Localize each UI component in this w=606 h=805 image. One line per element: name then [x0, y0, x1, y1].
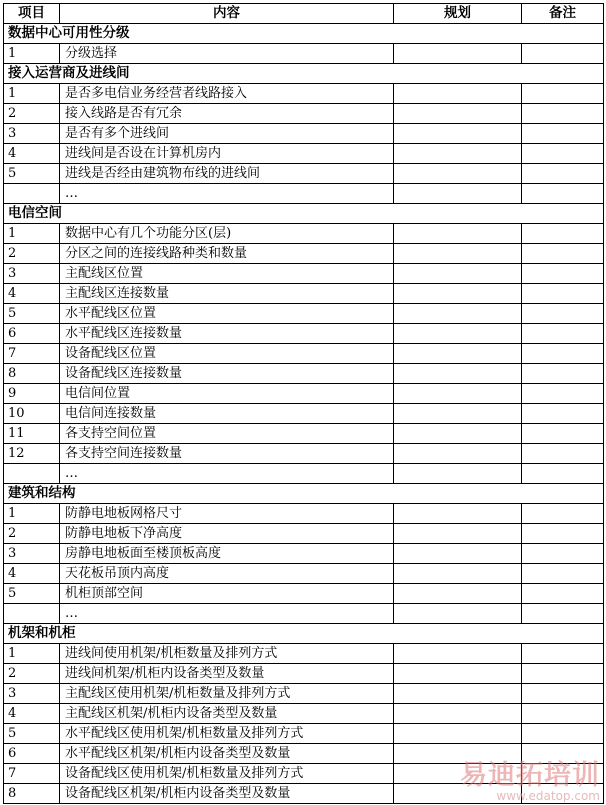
row-number: 1: [4, 644, 60, 664]
table-row: [4, 324, 604, 344]
row-plan: [394, 644, 522, 664]
row-number: [4, 604, 60, 624]
row-note: [522, 664, 604, 684]
row-content: 机柜顶部空间: [60, 584, 394, 604]
row-number: 5: [4, 724, 60, 744]
row-plan: [394, 324, 522, 344]
row-number: 3: [4, 544, 60, 564]
section-header-row: [4, 484, 604, 504]
row-number: 4: [4, 284, 60, 304]
row-content: 水平配线区机架/机柜内设备类型及数量: [60, 744, 394, 764]
row-note: [522, 124, 604, 144]
row-content: 设备配线区连接数量: [60, 364, 394, 384]
row-number: 10: [4, 404, 60, 424]
row-note: [522, 44, 604, 64]
row-note: [522, 464, 604, 484]
row-plan: [394, 564, 522, 584]
header-row: [4, 4, 604, 24]
row-number: 2: [4, 104, 60, 124]
row-note: [522, 564, 604, 584]
row-number: 6: [4, 324, 60, 344]
table-row: [4, 664, 604, 684]
table-row: [4, 504, 604, 524]
row-note: [522, 424, 604, 444]
table-row: [4, 244, 604, 264]
row-number: 7: [4, 344, 60, 364]
row-content: 是否有多个进线间: [60, 124, 394, 144]
table-row: [4, 44, 604, 64]
row-content: 防静电地板下净高度: [60, 524, 394, 544]
row-note: [522, 584, 604, 604]
section-header-row: [4, 24, 604, 44]
table-row: [4, 524, 604, 544]
row-plan: [394, 424, 522, 444]
table-row: [4, 104, 604, 124]
row-note: [522, 724, 604, 744]
row-note: [522, 304, 604, 324]
table-row: [4, 224, 604, 244]
row-content: 设备配线区位置: [60, 344, 394, 364]
row-number: 1: [4, 84, 60, 104]
table-row: [4, 644, 604, 664]
row-number: 2: [4, 664, 60, 684]
row-number: 3: [4, 264, 60, 284]
row-content: 水平配线区使用机架/机柜数量及排列方式: [60, 724, 394, 744]
section-title: 建筑和结构: [4, 484, 604, 504]
row-note: [522, 604, 604, 624]
section-title: 接入运营商及进线间: [4, 64, 604, 84]
row-number: 1: [4, 44, 60, 64]
planning-table: [3, 3, 604, 804]
row-content: 分级选择: [60, 44, 394, 64]
row-number: 3: [4, 684, 60, 704]
table-row: [4, 744, 604, 764]
watermark-brand: 易迪拓培训: [460, 760, 600, 791]
table-row: [4, 124, 604, 144]
row-plan: [394, 504, 522, 524]
table-row: [4, 384, 604, 404]
row-plan: [394, 124, 522, 144]
row-note: [522, 344, 604, 364]
row-number: 1: [4, 224, 60, 244]
row-content: 各支持空间连接数量: [60, 444, 394, 464]
row-plan: [394, 744, 522, 764]
section-title: 电信空间: [4, 204, 604, 224]
row-plan: [394, 384, 522, 404]
header-note: 备注: [522, 4, 604, 24]
table-row: [4, 364, 604, 384]
row-plan: [394, 524, 522, 544]
row-number: 2: [4, 244, 60, 264]
row-plan: [394, 444, 522, 464]
table-row: [4, 784, 604, 804]
row-content: 设备配线区机架/机柜内设备类型及数量: [60, 784, 394, 804]
table-row: [4, 584, 604, 604]
row-plan: [394, 164, 522, 184]
row-content: 进线间机架/机柜内设备类型及数量: [60, 664, 394, 684]
row-plan: [394, 304, 522, 324]
row-note: [522, 284, 604, 304]
row-number: 12: [4, 444, 60, 464]
row-content: 主配线区使用机架/机柜数量及排列方式: [60, 684, 394, 704]
row-content: 天花板吊顶内高度: [60, 564, 394, 584]
row-number: 9: [4, 384, 60, 404]
row-content: 电信间连接数量: [60, 404, 394, 424]
row-content: 是否多电信业务经营者线路接入: [60, 84, 394, 104]
row-plan: [394, 184, 522, 204]
table-row: [4, 764, 604, 784]
row-content: 接入线路是否有冗余: [60, 104, 394, 124]
row-number: 1: [4, 504, 60, 524]
row-content: 进线是否经由建筑物布线的进线间: [60, 164, 394, 184]
row-content: …: [60, 604, 394, 624]
row-note: [522, 764, 604, 784]
row-number: 4: [4, 144, 60, 164]
table-row: [4, 424, 604, 444]
row-note: [522, 644, 604, 664]
row-note: [522, 444, 604, 464]
table-row: [4, 564, 604, 584]
header-item: 项目: [4, 4, 60, 24]
row-number: 4: [4, 704, 60, 724]
row-note: [522, 364, 604, 384]
table-row: [4, 464, 604, 484]
row-note: [522, 84, 604, 104]
row-content: 进线间使用机架/机柜数量及排列方式: [60, 644, 394, 664]
header-plan: 规划: [394, 4, 522, 24]
table-row: [4, 724, 604, 744]
row-number: 11: [4, 424, 60, 444]
row-number: 6: [4, 744, 60, 764]
row-plan: [394, 264, 522, 284]
row-plan: [394, 244, 522, 264]
row-plan: [394, 344, 522, 364]
row-plan: [394, 284, 522, 304]
row-note: [522, 104, 604, 124]
row-note: [522, 144, 604, 164]
row-content: 电信间位置: [60, 384, 394, 404]
row-number: 5: [4, 304, 60, 324]
row-plan: [394, 224, 522, 244]
section-title: 机架和机柜: [4, 624, 604, 644]
table-row: [4, 164, 604, 184]
table-row: [4, 344, 604, 364]
watermark-url: www.edatop.com: [496, 789, 600, 803]
row-plan: [394, 764, 522, 784]
row-plan: [394, 544, 522, 564]
row-note: [522, 224, 604, 244]
row-plan: [394, 104, 522, 124]
row-plan: [394, 404, 522, 424]
row-plan: [394, 144, 522, 164]
table-body: [4, 24, 604, 804]
row-number: [4, 184, 60, 204]
row-number: 2: [4, 524, 60, 544]
header-content: 内容: [60, 4, 394, 24]
row-number: 5: [4, 164, 60, 184]
section-header-row: [4, 624, 604, 644]
row-note: [522, 744, 604, 764]
row-note: [522, 504, 604, 524]
row-number: 3: [4, 124, 60, 144]
table-row: [4, 684, 604, 704]
row-content: 进线间是否设在计算机房内: [60, 144, 394, 164]
row-content: …: [60, 184, 394, 204]
row-plan: [394, 364, 522, 384]
row-content: 水平配线区位置: [60, 304, 394, 324]
section-header-row: [4, 64, 604, 84]
row-plan: [394, 784, 522, 804]
table-row: [4, 544, 604, 564]
row-content: 防静电地板网格尺寸: [60, 504, 394, 524]
row-plan: [394, 684, 522, 704]
row-number: [4, 464, 60, 484]
row-note: [522, 244, 604, 264]
row-number: 4: [4, 564, 60, 584]
row-content: 主配线区位置: [60, 264, 394, 284]
table-row: [4, 84, 604, 104]
row-plan: [394, 84, 522, 104]
row-note: [522, 404, 604, 424]
row-content: 设备配线区使用机架/机柜数量及排列方式: [60, 764, 394, 784]
row-content: 房静电地板面至楼顶板高度: [60, 544, 394, 564]
row-note: [522, 684, 604, 704]
row-note: [522, 184, 604, 204]
table-row: [4, 604, 604, 624]
row-plan: [394, 44, 522, 64]
row-note: [522, 324, 604, 344]
row-note: [522, 704, 604, 724]
row-number: 5: [4, 584, 60, 604]
table-row: [4, 184, 604, 204]
table-row: [4, 284, 604, 304]
table-row: [4, 404, 604, 424]
section-header-row: [4, 204, 604, 224]
row-content: 数据中心有几个功能分区(层): [60, 224, 394, 244]
row-plan: [394, 704, 522, 724]
table-row: [4, 304, 604, 324]
row-content: 分区之间的连接线路种类和数量: [60, 244, 394, 264]
row-note: [522, 164, 604, 184]
row-plan: [394, 464, 522, 484]
row-plan: [394, 664, 522, 684]
row-plan: [394, 724, 522, 744]
row-content: …: [60, 464, 394, 484]
table-row: [4, 144, 604, 164]
section-title: 数据中心可用性分级: [4, 24, 604, 44]
row-plan: [394, 604, 522, 624]
row-content: 各支持空间位置: [60, 424, 394, 444]
row-note: [522, 264, 604, 284]
row-number: 8: [4, 364, 60, 384]
row-note: [522, 384, 604, 404]
row-content: 主配线区连接数量: [60, 284, 394, 304]
table-row: [4, 704, 604, 724]
row-content: 水平配线区连接数量: [60, 324, 394, 344]
row-plan: [394, 584, 522, 604]
row-note: [522, 784, 604, 804]
table-row: [4, 444, 604, 464]
row-content: 主配线区机架/机柜内设备类型及数量: [60, 704, 394, 724]
table-row: [4, 264, 604, 284]
row-note: [522, 524, 604, 544]
row-number: 8: [4, 784, 60, 804]
row-note: [522, 544, 604, 564]
row-number: 7: [4, 764, 60, 784]
